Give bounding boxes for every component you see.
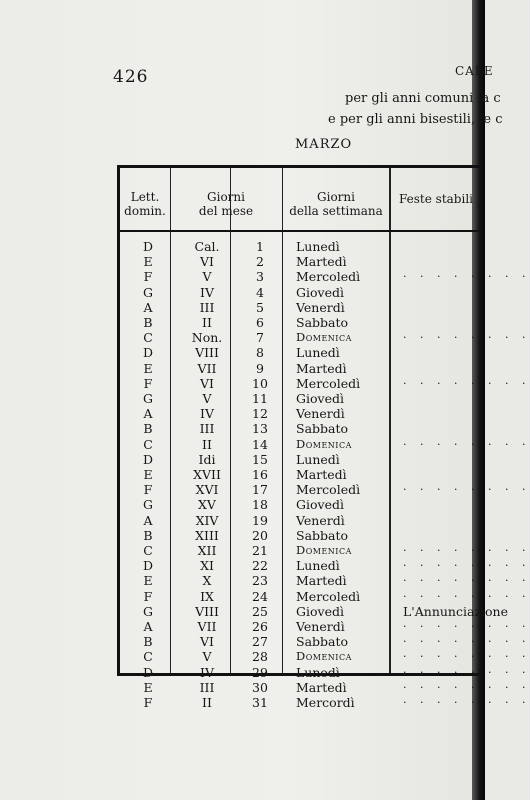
roman-date: VI [200,375,214,391]
day-of-month: 8 [256,345,264,361]
day-of-month: 18 [252,497,268,513]
day-of-month: 25 [252,603,268,619]
table-row [120,300,480,315]
table-row [120,406,480,421]
roman-date: Non. [191,330,223,346]
feast: · · · · · · · · [403,544,530,557]
dominical-letter: E [143,467,153,482]
roman-date: VII [197,619,217,634]
day-of-month: 24 [252,588,268,604]
roman-date: II [202,315,212,330]
table-row [120,513,480,528]
month-title: MARZO [295,137,353,152]
table-row [120,391,480,406]
table-row [120,375,530,391]
dominical-letter: E [143,360,153,376]
weekday: Giovedì [296,284,344,300]
roman-date: III [199,679,215,695]
roman-date: VIII [195,603,219,619]
day-of-month: 11 [252,391,268,406]
weekday: Domenica [296,649,352,664]
table-row [120,679,530,695]
day-of-month: 1 [256,239,264,254]
header-days-week [282,190,390,218]
day-of-month: 2 [256,254,264,270]
roman-date: XIII [195,527,219,543]
dominical-letter: D [142,664,154,680]
feast: · · · · · · · · [403,650,530,664]
weekday: Sabbato [296,421,349,437]
day-of-month: 27 [252,634,268,650]
roman-date: IV [200,284,214,300]
dominical-letter: G [143,391,153,406]
dominical-letter: B [143,421,153,437]
table-row [120,558,530,574]
dominical-letter: E [143,679,153,695]
roman-date: IV [200,664,214,680]
header-days-month [170,190,282,218]
feast: · · · · · · · · [403,635,530,649]
running-head: CALE [455,64,494,78]
weekday: Giovedì [296,603,344,619]
roman-date: XII [197,543,217,558]
dominical-letter: C [143,436,153,452]
dominical-letter: D [142,558,154,574]
weekday: Sabbato [296,527,349,543]
header-feasts: Feste stabili [399,192,473,206]
subtitle-line-2: e per gli anni bisestili, le c [328,112,503,127]
header-rule [120,230,480,232]
roman-date: X [202,573,212,589]
weekday: Mercoledì [296,588,361,604]
header-letters-line2: domin. [124,204,166,218]
weekday: Domenica [296,543,352,557]
day-of-month: 16 [252,467,268,482]
weekday: Domenica [296,436,352,451]
day-of-month: 4 [256,284,264,300]
roman-date: VII [197,360,217,376]
roman-date: III [199,421,215,437]
dominical-letter: E [143,254,153,270]
weekday: Giovedì [296,391,344,406]
day-of-month: 29 [252,664,268,680]
feast: · · · · · · · · [403,483,530,497]
day-of-month: 3 [256,269,264,285]
dominical-letter: G [143,497,153,513]
table-row [120,269,530,285]
table-row [120,664,530,680]
weekday: Martedì [296,254,347,270]
feast: L'Annunciazione [403,603,508,619]
day-of-month: 7 [256,330,264,346]
weekday: Mercoledì [296,375,361,391]
roman-date: IX [200,588,214,604]
dominical-letter: B [143,634,153,650]
weekday: Lunedì [296,558,340,574]
dominical-letter: A [143,299,153,315]
table-row [120,330,530,346]
table-row [120,452,480,467]
roman-date: VI [200,254,214,270]
day-of-month: 10 [252,375,268,391]
day-of-month: 6 [256,315,264,330]
day-of-month: 26 [252,619,268,634]
roman-date: VI [200,634,214,650]
weekday: Mercoledì [296,269,361,285]
table-row [120,254,480,269]
subtitle-line-1: per gli anni comuni la c [345,91,501,106]
weekday: Martedì [296,360,347,376]
roman-date: Idi [198,451,216,467]
table-row [120,603,508,619]
dominical-letter: A [143,512,153,528]
roman-date: XVI [195,482,219,498]
weekday: Lunedì [296,239,340,254]
dominical-letter: C [143,330,153,346]
roman-date: XV [198,497,216,513]
dominical-letter: F [143,375,153,391]
dominical-letter: F [143,695,153,710]
feast: · · · · · · · · [403,376,530,390]
day-of-month: 31 [252,695,268,710]
feast: · · · · · · · · [403,574,530,588]
weekday: Mercordì [296,695,355,710]
feast: · · · · · · · · [403,665,530,679]
feast: · · · · · · · · [403,437,530,451]
day-of-month: 17 [252,482,268,498]
day-of-month: 14 [252,436,268,452]
day-of-month: 5 [256,299,264,315]
roman-date: XIV [195,512,219,528]
day-of-month: 22 [252,558,268,574]
header-days-week-line1: Giorni [317,190,355,204]
feast: · · · · · · · · [403,620,530,633]
roman-date: V [202,269,212,285]
day-of-month: 23 [252,573,268,589]
dominical-letter: B [143,315,153,330]
table-row [120,421,480,436]
weekday: Domenica [296,330,352,345]
header-letters [120,190,170,218]
day-of-month: 30 [252,679,268,695]
weekday: Sabbato [296,315,349,330]
day-of-month: 19 [252,512,268,528]
roman-date: II [202,695,212,710]
dominical-letter: B [143,527,153,543]
roman-date: III [199,299,215,315]
roman-date: V [202,391,212,406]
weekday: Mercoledì [296,482,361,498]
header-days-month-line1: Giorni [207,190,245,204]
day-of-month: 20 [252,527,268,543]
dominical-letter: C [143,543,153,558]
table-row [120,467,480,482]
day-of-month: 9 [256,360,264,376]
day-of-month: 15 [252,451,268,467]
roman-date: XVII [193,467,221,482]
dominical-letter: F [143,588,153,604]
table-row [120,634,530,650]
weekday: Venerdì [296,406,345,422]
table-row [120,239,480,254]
calendar-table [117,165,530,710]
day-of-month: 12 [252,406,268,422]
table-row [120,497,480,512]
header-days-month-line2: del mese [198,204,254,218]
weekday: Giovedì [296,497,344,513]
dominical-letter: F [143,269,153,285]
dominical-letter: A [143,619,153,634]
weekday: Lunedì [296,664,340,680]
day-of-month: 13 [252,421,268,437]
feast: · · · · · · · · [403,331,530,345]
table-row [120,649,530,665]
weekday: Martedì [296,679,347,695]
weekday: Martedì [296,467,347,482]
roman-date: XI [200,558,214,574]
weekday: Venerdì [296,619,345,634]
table-row [120,345,480,360]
table-row [120,588,530,604]
day-of-month: 28 [252,649,268,665]
day-of-month: 21 [252,543,268,558]
dominical-letter: A [143,406,153,422]
dominical-letter: D [142,345,154,361]
roman-date: IV [200,406,214,422]
weekday: Venerdì [296,299,345,315]
table-row [120,695,530,710]
dominical-letter: G [143,603,153,619]
table-row [120,436,530,452]
feast: · · · · · · · · [403,559,530,573]
weekday: Lunedì [296,345,340,361]
table-row [120,528,480,543]
roman-date: VIII [195,345,219,361]
feast: · · · · · · · · [403,589,530,603]
header-days-week-line2: della settimana [289,204,383,218]
feast: · · · · · · · · [403,696,530,709]
table-row [120,573,530,589]
weekday: Martedì [296,573,347,589]
dominical-letter: G [143,284,153,300]
dominical-letter: F [143,482,153,498]
roman-date: Cal. [194,239,220,254]
roman-date: V [202,649,212,665]
feast: · · · · · · · · [403,680,530,694]
table-row [120,482,530,498]
table-row [120,361,480,376]
weekday: Lunedì [296,451,340,467]
roman-date: II [202,436,212,452]
dominical-letter: D [142,239,154,254]
page-number: 426 [113,67,149,87]
table-row [120,619,530,634]
table-row [120,285,480,300]
dominical-letter: D [142,451,154,467]
weekday: Venerdì [296,512,345,528]
dominical-letter: C [143,649,153,665]
table-row [120,315,480,330]
feast: · · · · · · · · [403,270,530,284]
header-letters-line1: Lett. [130,190,160,204]
table-row [120,543,530,558]
dominical-letter: E [143,573,153,589]
weekday: Sabbato [296,634,349,650]
